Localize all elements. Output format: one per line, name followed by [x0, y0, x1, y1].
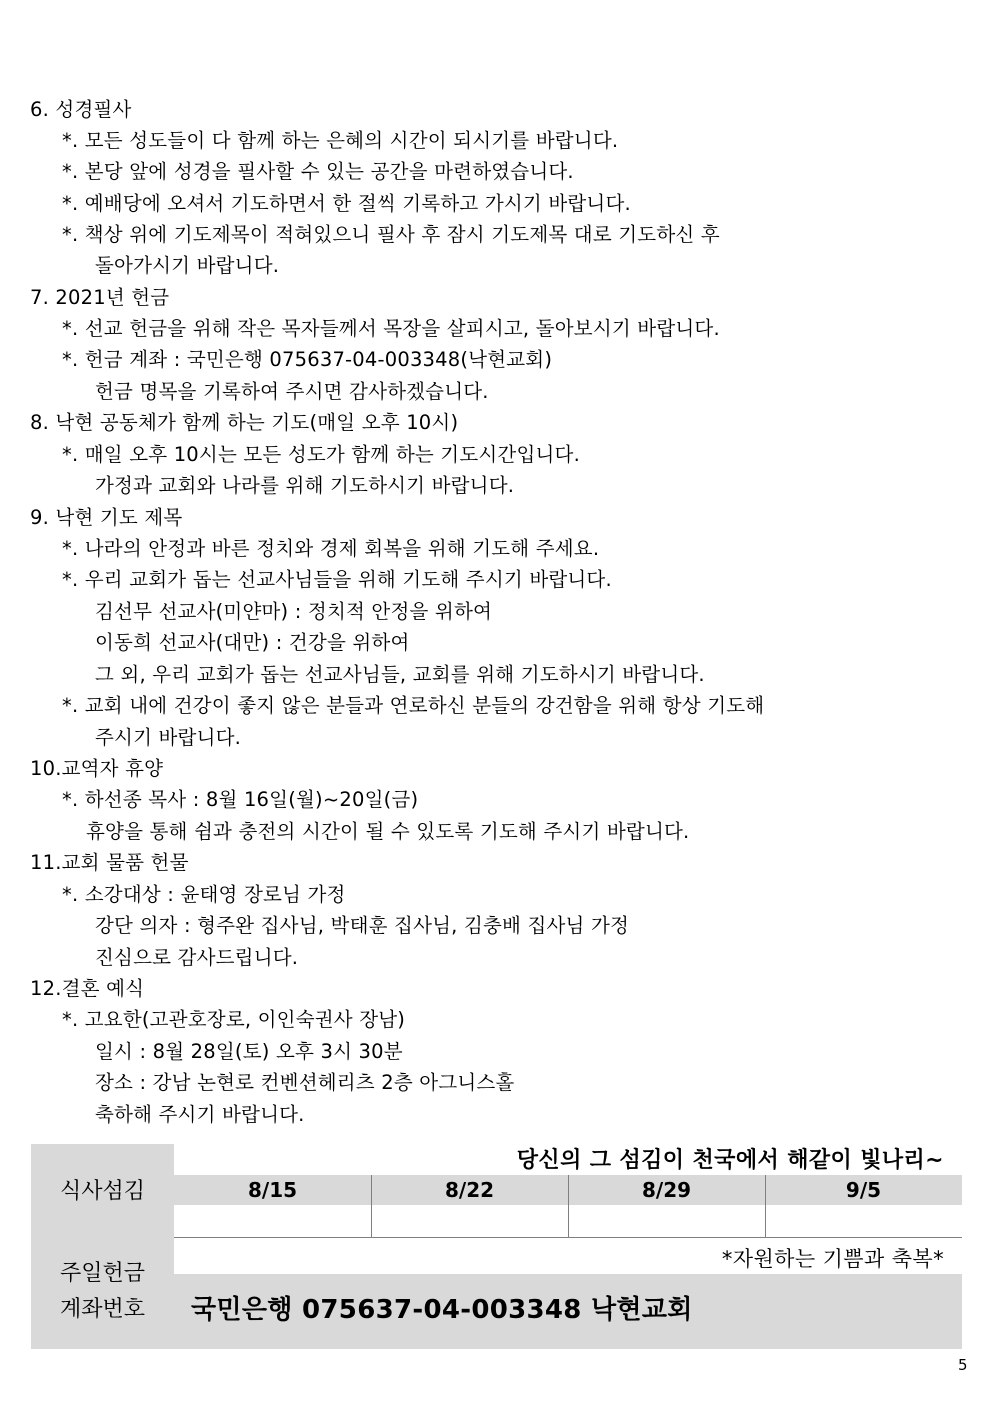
section-heading: 10.교역자 휴양 [30, 757, 164, 780]
cell-divider [568, 1175, 569, 1237]
announcement-line: 돌아가시기 바랍니다. [95, 254, 280, 277]
announcement-line: *. 헌금 계좌 : 국민은행 075637-04-003348(낙현교회) [62, 348, 553, 371]
announcement-line: 휴양을 통해 쉼과 충전의 시간이 될 수 있도록 기도해 주시기 바랍니다. [86, 820, 690, 843]
announcement-line: 가정과 교회와 나라를 위해 기도하시기 바랍니다. [95, 474, 515, 497]
announcement-line: 그 외, 우리 교회가 돕는 선교사님들, 교회를 위해 기도하시기 바랍니다. [95, 663, 705, 686]
announcement-line: *. 고요한(고관호장로, 이인숙권사 장남) [62, 1008, 406, 1031]
announcement-line: 진심으로 감사드립니다. [95, 946, 299, 969]
announcement-line: 일시 : 8월 28일(토) 오후 3시 30분 [95, 1040, 403, 1063]
cell-divider [765, 1175, 766, 1237]
announcement-line: *. 책상 위에 기도제목이 적혀있으니 필사 후 잠시 기도제목 대로 기도하신 후 [62, 223, 720, 246]
announcement-line: *. 본당 앞에 성경을 필사할 수 있는 공간을 마련하였습니다. [62, 160, 574, 183]
announcement-line: *. 선교 헌금을 위해 작은 목자들께서 목장을 살피시고, 돌아보시기 바랍니다. [62, 317, 720, 340]
server-cell [765, 1205, 962, 1237]
announcement-line: *. 모든 성도들이 다 함께 하는 은혜의 시간이 되시기를 바랍니다. [62, 129, 619, 152]
page-number: 5 [958, 1356, 968, 1374]
offering-note: *자원하는 기쁨과 축복* [721, 1247, 944, 1271]
announcement-line: *. 교회 내에 건강이 좋지 않은 분들과 연로하신 분들의 강건함을 위해 항상 기도해 [62, 694, 765, 717]
section-heading: 9. 낙현 기도 제목 [30, 506, 183, 529]
section-heading: 6. 성경필사 [30, 98, 132, 121]
announcement-line: *. 매일 오후 10시는 모든 성도가 함께 하는 기도시간입니다. [62, 443, 580, 466]
announcement-line: 헌금 명목을 기록하여 주시면 감사하겠습니다. [95, 380, 489, 403]
announcement-line: *. 하선종 목사 : 8월 16일(월)~20일(금) [62, 788, 419, 811]
service-quote: 당신의 그 섬김이 천국에서 해같이 빛나리~ [516, 1148, 944, 1173]
date-cell: 8/29 [641, 1178, 692, 1202]
offering-label: 주일헌금 [59, 1261, 145, 1286]
service-table [31, 1144, 962, 1349]
section-heading: 12.결혼 예식 [30, 977, 145, 1000]
server-cell [568, 1205, 765, 1237]
section-heading: 8. 낙현 공동체가 함께 하는 기도(매일 오후 10시) [30, 411, 459, 434]
announcement-line: 주시기 바랍니다. [95, 726, 242, 749]
announcement-line: 김선무 선교사(미얀마) : 정치적 안정을 위하여 [95, 600, 493, 623]
announcement-line: 축하해 주시기 바랍니다. [95, 1103, 305, 1126]
cell-divider [371, 1175, 372, 1237]
section-heading: 7. 2021년 헌금 [30, 286, 170, 309]
date-cell: 9/5 [845, 1178, 882, 1202]
server-cell [174, 1205, 371, 1237]
date-cell: 8/15 [247, 1178, 298, 1202]
row-divider [174, 1237, 962, 1238]
announcement-line: *. 나라의 안정과 바른 정치와 경제 회복을 위해 기도해 주세요. [62, 537, 600, 560]
meal-service-label: 식사섬김 [59, 1179, 145, 1204]
announcement-line: 이동희 선교사(대만) : 건강을 위하여 [95, 631, 410, 654]
announcement-line: *. 예배당에 오셔서 기도하면서 한 절씩 기록하고 가시기 바랍니다. [62, 192, 631, 215]
server-cell [371, 1205, 568, 1237]
announcement-line: *. 소강대상 : 윤태영 장로님 가정 [62, 883, 346, 906]
section-heading: 11.교회 물품 헌물 [30, 851, 189, 874]
announcement-line: *. 우리 교회가 돕는 선교사님들을 위해 기도해 주시기 바랍니다. [62, 568, 612, 591]
date-cell: 8/22 [444, 1178, 495, 1202]
account-label: 계좌번호 [59, 1297, 145, 1322]
bank-account: 국민은행 075637-04-003348 낙현교회 [191, 1295, 693, 1325]
announcement-line: 강단 의자 : 형주완 집사님, 박태훈 집사님, 김충배 집사님 가정 [95, 914, 630, 937]
announcement-line: 장소 : 강남 논현로 컨벤션헤리츠 2층 아그니스홀 [95, 1071, 515, 1094]
